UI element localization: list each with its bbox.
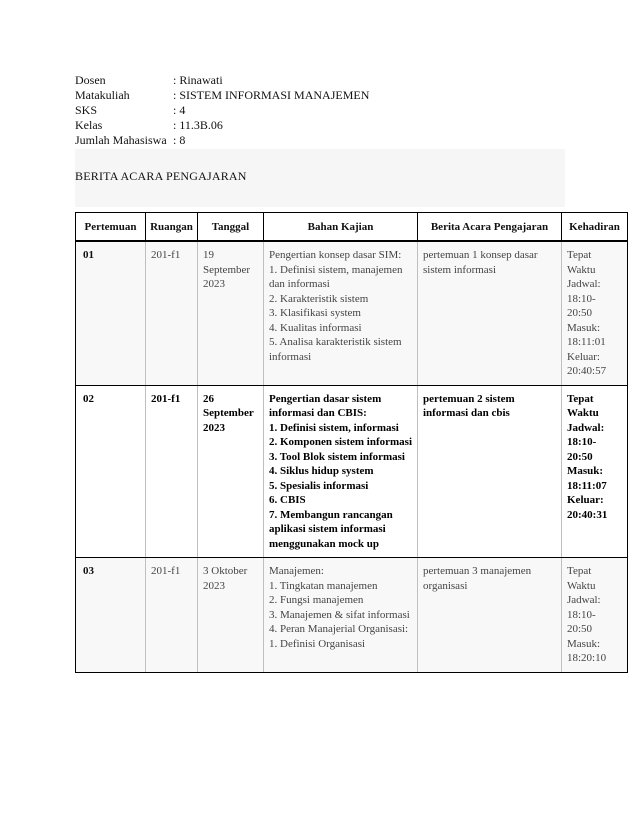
cell-bahan-kajian	[264, 241, 418, 385]
cell-pertemuan: 03	[76, 558, 146, 673]
line: 2. Fungsi manajemen	[269, 594, 364, 606]
section-title: BERITA ACARA PENGAJARAN	[75, 169, 247, 183]
line: Keluar:	[567, 350, 600, 363]
cell-tanggal	[198, 241, 264, 385]
line: 20:40:57	[567, 365, 607, 377]
line: Pengertian konsep dasar SIM:	[269, 249, 402, 261]
info-row-dosen	[75, 73, 369, 88]
line: 18:20:10	[567, 652, 607, 664]
info-label: Jumlah Mahasiswa	[75, 133, 167, 147]
line: Masuk:	[567, 637, 600, 650]
header-pertemuan: Pertemuan	[76, 213, 146, 242]
line: 18:10-	[567, 608, 596, 621]
line: 19	[203, 249, 214, 261]
line: 1. Definisi sistem, informasi	[269, 421, 399, 434]
info-label: Dosen	[75, 73, 106, 87]
cell-berita-acara: pertemuan 2 sistem informasi dan cbis	[418, 385, 562, 558]
info-label: Matakuliah	[75, 88, 130, 102]
line: 3. Klasifikasi system	[269, 307, 361, 319]
teaching-log-table	[75, 212, 628, 673]
cell-tanggal	[198, 558, 264, 673]
cell-ruangan: 201-f1	[146, 558, 198, 673]
info-row-jumlah-mahasiswa	[75, 133, 369, 148]
header-kehadiran: Kehadiran	[562, 213, 628, 242]
line: Waktu	[567, 263, 596, 276]
cell-kehadiran	[562, 241, 628, 385]
cell-bahan-kajian	[264, 385, 418, 558]
line: Pengertian dasar sistem informasi dan CBIS:	[269, 392, 382, 419]
line: Jadwal:	[567, 278, 601, 290]
line: 1. Tingkatan manajemen	[269, 579, 378, 592]
line: 2023	[203, 579, 225, 592]
line: Tepat	[567, 392, 594, 405]
line: 3. Tool Blok sistem informasi	[269, 450, 405, 463]
line: 20:50	[567, 307, 593, 319]
line: Jadwal:	[567, 594, 601, 606]
header-berita-acara: Berita Acara Pengajaran	[418, 213, 562, 242]
line: 18:10-	[567, 292, 596, 305]
line: 20:40:31	[567, 508, 608, 521]
info-value: : SISTEM INFORMASI MANAJEMEN	[173, 88, 370, 102]
cell-berita-acara: pertemuan 3 manajemen organisasi	[418, 558, 562, 673]
cell-ruangan: 201-f1	[146, 241, 198, 385]
info-label: SKS	[75, 103, 98, 117]
lecture-info	[75, 73, 369, 148]
line: 3. Manajemen & sifat informasi	[269, 608, 410, 621]
info-row-sks	[75, 103, 369, 118]
header-bahan-kajian: Bahan Kajian	[264, 213, 418, 242]
line: 2023	[203, 278, 225, 290]
line: 7. Membangun rancangan aplikasi sistem informasi menggunakan mock up	[269, 508, 393, 550]
line: 6. CBIS	[269, 494, 306, 506]
info-row-kelas	[75, 118, 369, 133]
line: 18:10-	[567, 436, 597, 448]
line: Waktu	[567, 579, 596, 592]
line: Keluar:	[567, 494, 604, 506]
header-ruangan: Ruangan	[146, 213, 198, 242]
line: 20:50	[567, 450, 593, 463]
line: Masuk:	[567, 321, 600, 334]
info-value: : 11.3B.06	[173, 118, 223, 132]
info-value: : Rinawati	[173, 73, 223, 87]
line: 5. Spesialis informasi	[269, 479, 369, 492]
cell-pertemuan: 02	[76, 385, 146, 558]
line: Masuk:	[567, 465, 604, 477]
cell-kehadiran	[562, 385, 628, 558]
line: 1. Definisi sistem, manajemen dan informasi	[269, 263, 403, 290]
info-value: : 4	[173, 103, 186, 117]
line: 2. Karakteristik sistem	[269, 292, 369, 305]
line: 18:11:01	[567, 336, 606, 348]
line: September	[203, 263, 251, 276]
line: 4. Siklus hidup system	[269, 465, 374, 477]
cell-tanggal	[198, 385, 264, 558]
line: September	[203, 407, 254, 419]
info-value: : 8	[173, 133, 186, 147]
line: Tepat	[567, 249, 592, 261]
table-row	[76, 241, 628, 385]
line: 3 Oktober	[203, 565, 248, 577]
line: 5. Analisa karakteristik sistem informasi	[269, 336, 402, 363]
line: 2. Komponen sistem informasi	[269, 436, 412, 448]
cell-kehadiran	[562, 558, 628, 673]
cell-ruangan: 201-f1	[146, 385, 198, 558]
line: Manajemen:	[269, 565, 324, 577]
line: 1. Definisi Organisasi	[269, 637, 366, 650]
line: 4. Peran Manajerial Organisasi:	[269, 623, 409, 635]
table-row	[76, 385, 628, 558]
cell-pertemuan: 01	[76, 241, 146, 385]
table-row	[76, 558, 628, 673]
cell-berita-acara: pertemuan 1 konsep dasar sistem informasi	[418, 241, 562, 385]
line: 4. Kualitas informasi	[269, 321, 362, 334]
info-row-matakuliah	[75, 88, 369, 103]
line: Tepat	[567, 565, 592, 577]
header-tanggal: Tanggal	[198, 213, 264, 242]
line: Waktu	[567, 407, 599, 419]
line: Jadwal:	[567, 421, 605, 434]
cell-bahan-kajian	[264, 558, 418, 673]
line: 18:11:07	[567, 479, 607, 492]
table-header-row	[76, 213, 628, 242]
line: 20:50	[567, 623, 593, 635]
line: 2023	[203, 421, 225, 434]
line: 26	[203, 392, 214, 405]
info-label: Kelas	[75, 118, 103, 132]
